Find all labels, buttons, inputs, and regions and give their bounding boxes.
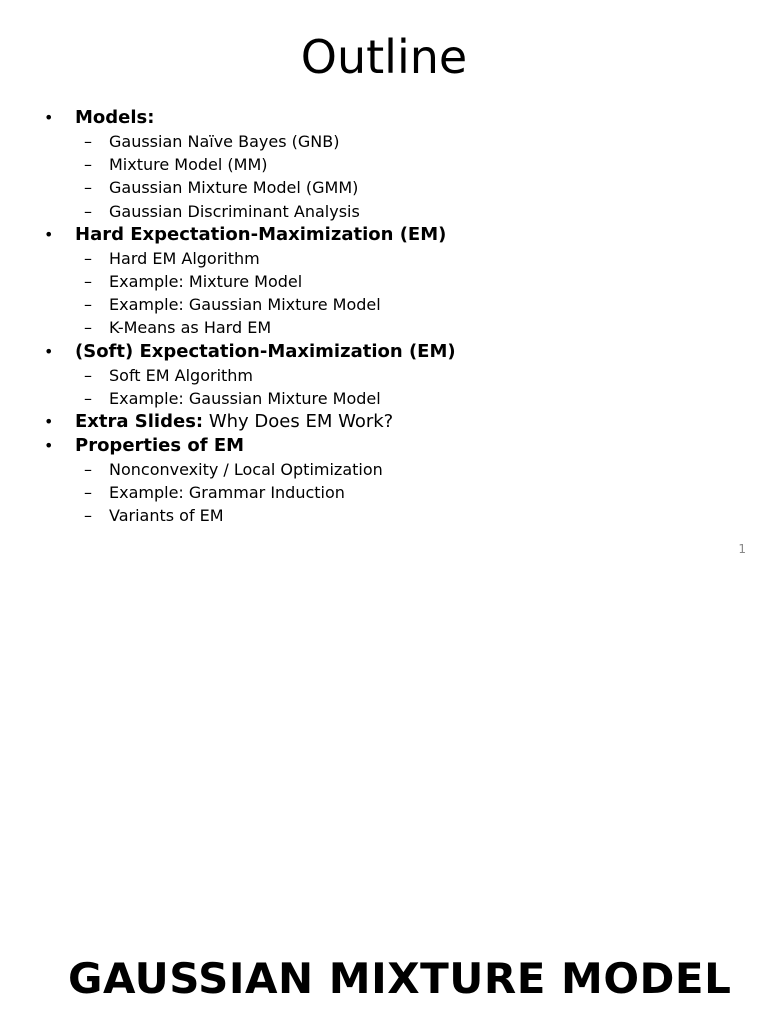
subitem-text: K-Means as Hard EM (109, 318, 272, 338)
bullet-icon: • (44, 108, 54, 127)
bullet-icon: • (44, 436, 54, 456)
section-heading-rest: Why Does EM Work? (203, 411, 394, 433)
dash-icon: – (84, 201, 92, 221)
dash-icon: – (84, 460, 92, 480)
outline-list (0, 106, 768, 528)
outline-subitem (0, 153, 768, 176)
bullet-icon: • (44, 412, 54, 432)
outline-subitem (0, 130, 768, 153)
outline-section (0, 106, 768, 130)
subitem-text: Example: Gaussian Mixture Model (109, 388, 381, 408)
subitem-text: Example: Gaussian Mixture Model (109, 295, 381, 315)
outline-subitem (0, 504, 768, 527)
dash-icon: – (84, 388, 92, 408)
subitem-text: Hard EM Algorithm (109, 248, 260, 268)
dash-icon: – (84, 365, 92, 385)
dash-icon: – (84, 178, 92, 198)
outline-subitem (0, 481, 768, 504)
outline-subitem (0, 247, 768, 270)
outline-section (0, 223, 768, 247)
dash-icon: – (84, 506, 92, 526)
subitem-text: Nonconvexity / Local Optimization (109, 460, 383, 480)
subitem-text: Variants of EM (109, 506, 224, 526)
subitem-text: Gaussian Naïve Bayes (GNB) (109, 132, 340, 151)
outline-subitem (0, 270, 768, 293)
slide-title: Outline (300, 30, 468, 84)
subitem-text: Mixture Model (MM) (109, 155, 268, 175)
outline-subitem (0, 458, 768, 481)
dash-icon: – (84, 318, 92, 338)
section-heading: Properties of EM (75, 435, 245, 457)
subitem-text: Gaussian Discriminant Analysis (109, 201, 360, 221)
outline-section (0, 340, 768, 364)
outline-subitem (0, 316, 768, 339)
dash-icon: – (84, 295, 92, 315)
bullet-icon: • (44, 341, 54, 361)
outline-section (0, 410, 768, 434)
dash-icon: – (84, 155, 92, 175)
next-slide-title: GAUSSIAN MIXTURE MODEL (68, 954, 732, 1003)
subitem-text: Gaussian Mixture Model (GMM) (109, 178, 359, 198)
page-number: 1 (738, 542, 746, 556)
dash-icon: – (84, 248, 92, 268)
section-heading: Extra Slides: (75, 411, 204, 433)
section-heading: Hard Expectation-Maximization (EM) (75, 223, 447, 245)
outline-subitem (0, 200, 768, 223)
outline-subitem (0, 293, 768, 316)
subitem-text: Example: Grammar Induction (109, 483, 345, 503)
dash-icon: – (84, 272, 92, 292)
section-heading: Models: (75, 107, 155, 128)
section-heading: (Soft) Expectation-Maximization (EM) (75, 340, 456, 362)
outline-subitem (0, 387, 768, 410)
outline-subitem (0, 176, 768, 199)
bullet-icon: • (44, 224, 54, 244)
dash-icon: – (84, 132, 92, 151)
outline-section (0, 434, 768, 458)
subitem-text: Soft EM Algorithm (109, 365, 254, 385)
dash-icon: – (84, 483, 92, 503)
outline-subitem (0, 364, 768, 387)
subitem-text: Example: Mixture Model (109, 272, 303, 292)
